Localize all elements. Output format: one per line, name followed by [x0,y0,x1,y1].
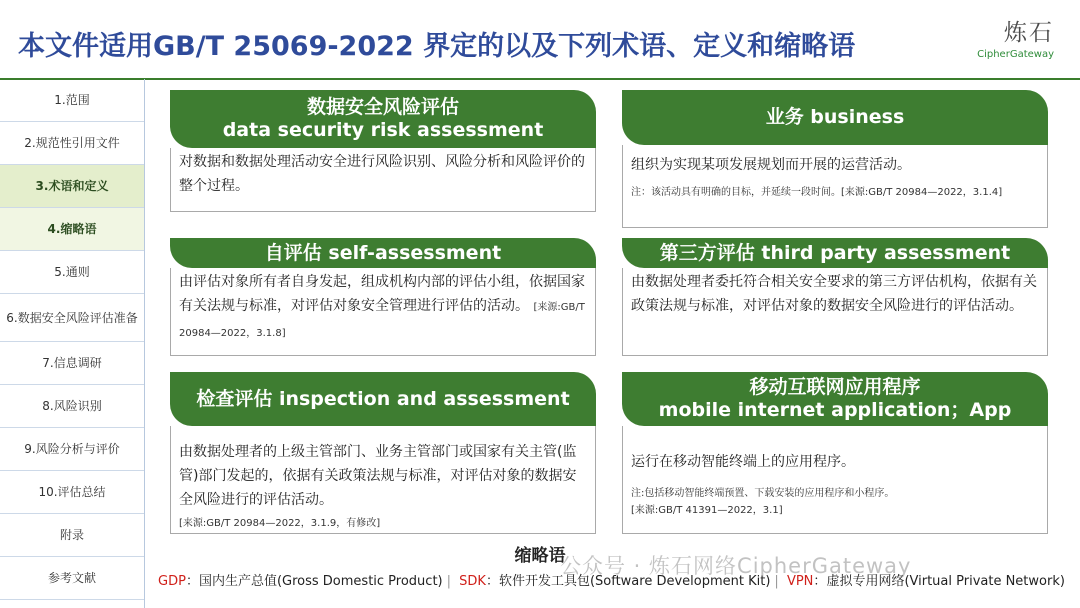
term-definition: 对数据和数据处理活动安全进行风险识别、风险分析和风险评价的整个过程。 [179,154,585,194]
term-card-body [622,268,1048,356]
sidebar-item-general[interactable]: 5.通则 [0,251,144,294]
sidebar-item-abbreviations[interactable]: 4.缩略语 [0,208,144,251]
term-definition: 由数据处理者的上级主管部门、业务主管部门或国家有关主管(监管)部门发起的，依据有关政策法规与标准，对评估对象的数据安全风险进行的评估活动。 [179,444,577,508]
term-card-inspection [170,372,596,534]
term-card-self-assessment [170,238,596,356]
term-source: [来源:GB/T 20984—2022，3.1.9，有修改] [179,518,381,529]
term-card-body [622,426,1048,534]
sidebar-item-info-research[interactable]: 7.信息调研 [0,342,144,385]
term-title: 业务 business [765,106,905,128]
sidebar-item-normative-references[interactable]: 2.规范性引用文件 [0,122,144,165]
sidebar-item-scope[interactable]: 1.范围 [0,79,144,122]
term-source: [来源:GB/T 20984—2022，3.1.8] [179,302,585,339]
sidebar-item-terms-definitions[interactable]: 3.术语和定义 [0,165,144,208]
term-card-third-party [622,238,1048,356]
term-title-en: data security risk assessment [222,119,544,141]
sidebar-item-assessment-preparation[interactable]: 6.数据安全风险评估准备 [0,294,144,342]
term-card-body [170,268,596,356]
abbr-key-vpn: VPN [786,574,814,589]
abbr-desc-gdp: 国内生产总值(Gross Domestic Product) [198,574,443,589]
term-card-header [170,372,596,426]
abbr-separator: | [774,574,779,589]
term-card-business [622,90,1048,228]
abbr-desc-sdk: 软件开发工具包(Software Development Kit) [498,574,771,589]
term-card-body [622,145,1048,228]
term-card-risk-assessment [170,90,596,212]
logo-en-text: CipherGateway [977,49,1054,60]
brand-logo [977,14,1054,60]
term-title: 检查评估 inspection and assessment [196,387,570,410]
abbr-key-sdk: SDK [459,574,486,589]
term-card-header [170,238,596,268]
sidebar-item-summary[interactable]: 10.评估总结 [0,471,144,514]
abbr-key-gdp: GDP [158,574,186,589]
term-note: 注：该活动具有明确的目标，并延续一段时间。[来源:GB/T 20984—2022，3.1.4] [631,187,1003,198]
term-card-header [622,372,1048,426]
page-title: 本文件适用GB/T 25069-2022 界定的以及下列术语、定义和缩略语 [18,31,856,62]
term-definition: 运行在移动智能终端上的应用程序。 [631,454,855,470]
term-definition: 组织为实现某项发展规划而开展的运营活动。 [631,157,911,173]
abbr-desc-vpn: 虚拟专用网络(Virtual Private Network) [826,574,1065,589]
sidebar-nav [0,79,145,608]
abbreviations-title: 缩略语 [514,546,566,566]
term-note: 注:包括移动智能终端预置、下载安装的应用程序和小程序。 [631,488,895,499]
term-source: [来源:GB/T 41391—2022，3.1] [631,505,783,516]
term-card-body [170,148,596,212]
term-title-en: mobile internet application；App [658,399,1012,421]
term-card-header [622,238,1048,268]
term-card-header [622,90,1048,145]
term-card-header [170,90,596,148]
watermark-text: 公众号 · 炼石网络CipherGateway [560,554,912,578]
sidebar-item-references[interactable]: 参考文献 [0,557,144,600]
term-card-body [170,426,596,534]
abbr-separator: | [446,574,451,589]
abbreviations-list: GDP：国内生产总值(Gross Domestic Product) | SDK：软件开发工具包(Software Development Kit) | VPN：虚拟专用网络(Virtual Private Network) [158,574,1065,589]
sidebar-item-risk-identification[interactable]: 8.风险识别 [0,385,144,428]
term-definition: 由数据处理者委托符合相关安全要求的第三方评估机构，依据有关政策法规与标准，对评估对象的数据安全风险进行的评估活动。 [631,274,1037,314]
term-title: 第三方评估 third party assessment [659,241,1011,264]
page-header [0,0,1080,80]
term-title: 自评估 self-assessment [264,241,502,264]
term-card-mobile-app [622,372,1048,534]
term-title-cn: 数据安全风险评估 [306,96,459,118]
term-definition-text: 由评估对象所有者自身发起，组成机构内部的评估小组，依据国家有关法规与标准，对评估对象安全管理进行评估的活动。 [179,274,585,314]
term-title-cn: 移动互联网应用程序 [749,376,921,398]
sidebar-item-appendix[interactable]: 附录 [0,514,144,557]
logo-cn-text: 炼石 [1004,20,1054,46]
term-definition [179,270,587,346]
sidebar-item-risk-analysis[interactable]: 9.风险分析与评价 [0,428,144,471]
